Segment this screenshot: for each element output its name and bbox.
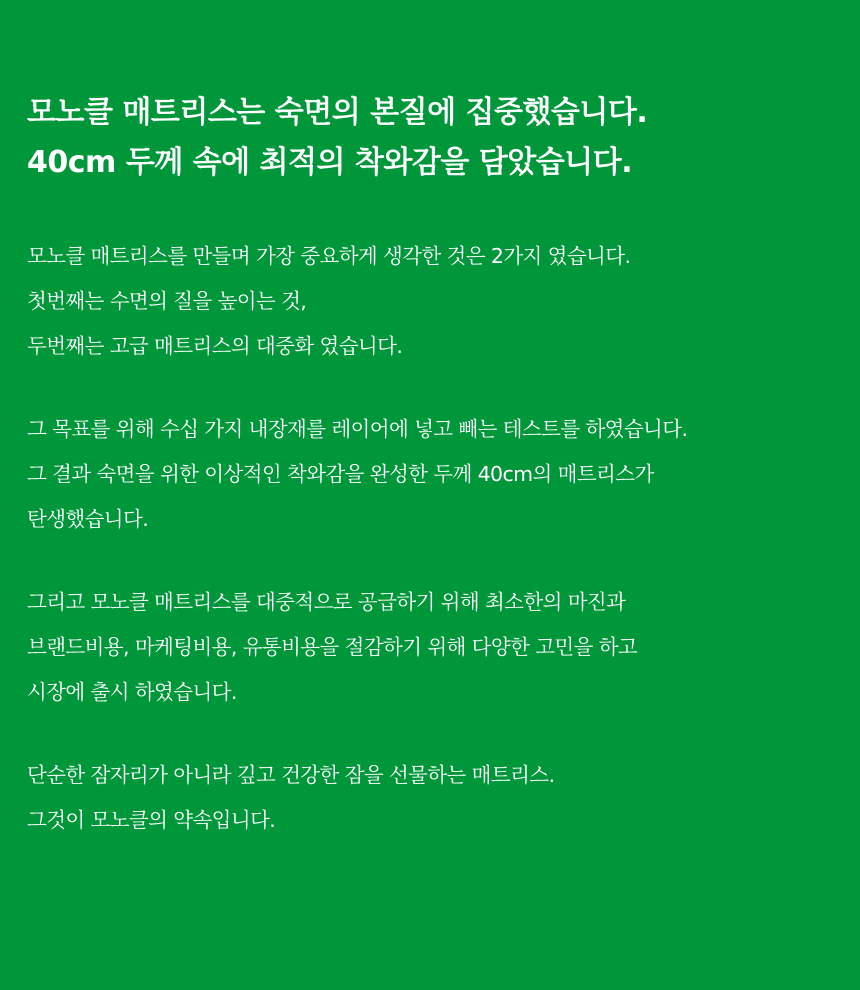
paragraph-line: 그 결과 숙면을 위한 이상적인 착와감을 완성한 두께 40cm의 매트리스가 — [27, 462, 654, 486]
paragraph-line: 그리고 모노클 매트리스를 대중적으로 공급하기 위해 최소한의 마진과 — [27, 590, 626, 614]
paragraph-testing — [27, 407, 837, 542]
paragraph-line: 두번째는 고급 매트리스의 대중화 였습니다. — [27, 334, 403, 358]
headline-line: 40cm 두께 속에 최적의 착와감을 담았습니다. — [27, 145, 633, 180]
paragraph-line: 단순한 잠자리가 아니라 깊고 건강한 잠을 선물하는 매트리스. — [27, 763, 555, 787]
brand-story-section — [27, 88, 837, 881]
paragraph-line: 그 목표를 위해 수십 가지 내장재를 레이어에 넣고 빼는 테스트를 하였습니다. — [27, 417, 688, 441]
paragraph-line: 시장에 출시 하였습니다. — [27, 680, 237, 704]
paragraph-line: 브랜드비용, 마케팅비용, 유통비용을 절감하기 위해 다양한 고민을 하고 — [27, 635, 638, 659]
paragraph-line: 모노클 매트리스를 만들며 가장 중요하게 생각한 것은 2가지 였습니다. — [27, 244, 631, 268]
paragraph-line: 탄생했습니다. — [27, 507, 149, 531]
paragraph-priorities — [27, 234, 837, 369]
body-text — [27, 234, 837, 843]
paragraph-launch — [27, 580, 837, 715]
paragraph-line: 첫번째는 수면의 질을 높이는 것, — [27, 289, 307, 313]
headline — [27, 88, 837, 188]
headline-line: 모노클 매트리스는 숙면의 본질에 집중했습니다. — [27, 95, 648, 130]
paragraph-promise — [27, 753, 837, 843]
paragraph-line: 그것이 모노클의 약속입니다. — [27, 808, 276, 832]
